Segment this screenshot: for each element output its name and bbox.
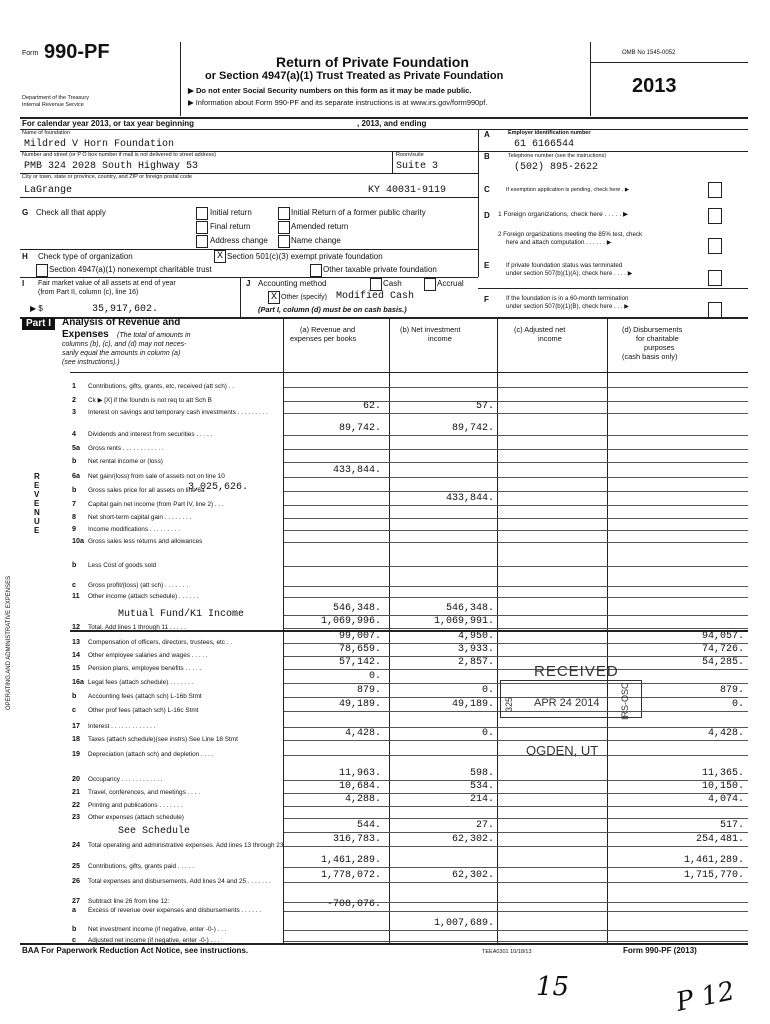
state-zip: KY 40031-9119 (368, 185, 447, 196)
col-d-value: 4,074. (707, 794, 744, 805)
line-label (72, 402, 268, 418)
received-stamp-irs: IRS-OSC (620, 682, 630, 720)
row-rule (284, 477, 748, 478)
row-rule (284, 566, 748, 567)
line-number: 1 (72, 381, 76, 390)
col-b-value: 0. (481, 728, 494, 739)
initial-former-checkbox[interactable] (278, 207, 290, 220)
row-rule (284, 435, 748, 436)
line-label (72, 900, 261, 916)
row-rule (284, 449, 748, 450)
line-number: 22 (72, 800, 80, 809)
j-other-label: Other (specify) (281, 294, 327, 301)
line-label (72, 531, 202, 547)
row-rule (284, 911, 748, 912)
line-text: Net short-term capital gain . . . . . . . . (88, 514, 192, 521)
j-label: Accounting method (258, 279, 327, 288)
line-number: c (72, 580, 76, 589)
tax-year: 2013 (632, 75, 677, 97)
line-number: 12 (72, 622, 80, 631)
line-text: Pension plans, employee benefits . . . . . (88, 665, 202, 672)
j-other-checkbox[interactable]: X (268, 291, 280, 304)
e-text2: under section 507(b)(1)(A), check here . . . . ▶ (506, 270, 633, 277)
line-text: Income modifications . . . . . . . . . (88, 526, 180, 533)
line-text: Net investment income (if negative, enter -0-) . . . (88, 926, 227, 933)
line-text: Other expenses (attach schedule) (88, 814, 184, 821)
col-b-value: 62,302. (451, 834, 494, 845)
col-a-value: 546,348. (332, 603, 381, 614)
col-b-header1: (b) Net investment (400, 325, 461, 334)
part-i-title2: Expenses (62, 329, 109, 340)
line-text: Adjusted net income (if negative, enter -0-) . . . (88, 937, 220, 944)
line-number: 6a (72, 471, 80, 480)
col-b-value: 27. (475, 820, 494, 831)
line-number: 24 (72, 840, 80, 849)
line-text: Depreciation (attach sch) and depletion . . . . (88, 751, 214, 758)
row-rule (284, 597, 748, 598)
line-number: 9 (72, 524, 76, 533)
col-d-header3: purposes (644, 343, 675, 352)
col-a-value: 4,288. (344, 794, 381, 805)
line-text: Excess of revenue over expenses and disbursements . . . . . . (88, 907, 261, 914)
col-a-value: -708,076. (326, 899, 381, 910)
line-label (72, 555, 156, 571)
col-a-value: 11,963. (338, 768, 381, 779)
part-i-desc2: columns (b), (c), and (d) may not neces- (62, 341, 187, 348)
col-d-value: 1,715,770. (683, 870, 744, 881)
row-rule (284, 413, 748, 414)
row-rule (284, 518, 748, 519)
name-change-checkbox[interactable] (278, 235, 290, 248)
col-a-header2: expenses per books (290, 334, 357, 343)
col-b-value: 3,933. (457, 644, 494, 655)
col-b-value: 433,844. (445, 493, 494, 504)
col-c-header2: income (538, 334, 562, 343)
col-a-value: 62. (362, 401, 381, 412)
col-b-value: 0. (481, 685, 494, 696)
line-number: 20 (72, 774, 80, 783)
phone-label: Telephone number (see the instructions) (508, 153, 607, 159)
line-text: Other income (attach schedule) . . . . . . (88, 593, 199, 600)
row-rule (284, 462, 748, 463)
room-suite: Suite 3 (396, 161, 439, 172)
h-label: Check type of organization (38, 252, 133, 261)
j-accrual-checkbox[interactable] (424, 278, 436, 291)
col-a-header1: (a) Revenue and (300, 325, 356, 334)
line-text: Interest . . . . . . . . . . . . . (88, 723, 156, 730)
letter-i: I (22, 279, 25, 288)
d1-text: 1 Foreign organizations, check here . . . . . ▶ (498, 211, 629, 218)
part-i-desc3: sarily equal the amounts in column (a) (62, 350, 181, 357)
h-other-label: Other taxable private foundation (323, 265, 437, 274)
line-number: 8 (72, 512, 76, 521)
e-text1: If private foundation status was terminated (506, 262, 623, 269)
address-change-label: Address change (210, 236, 268, 245)
line-text: Capital gain net income (from Part IV, line 2) . . . (88, 501, 224, 508)
col-a-value: 0. (368, 671, 381, 682)
col-b-value: 62,302. (451, 870, 494, 881)
line-text: Interest on savings and temporary cash investments . . . . . . . . . (88, 409, 268, 416)
part-i-label: Part I (22, 318, 55, 330)
line-number: 4 (72, 429, 76, 438)
city: LaGrange (24, 185, 73, 196)
row-rule (284, 846, 748, 847)
line-text: Occupancy . . . . . . . . . . . . (88, 776, 163, 783)
line-number: 15 (72, 663, 80, 672)
calendar-mid: , 2013, and ending (357, 119, 427, 128)
col-b-header2: income (428, 334, 452, 343)
line-number: a (72, 905, 76, 914)
col-d-value: 4,428. (707, 728, 744, 739)
g-label: Check all that apply (36, 208, 106, 217)
line-number: 18 (72, 734, 80, 743)
gross-sales-6b-value: 3,025,626. (188, 482, 249, 493)
line-label (72, 700, 198, 716)
row-rule (284, 818, 748, 819)
col-b-value: 89,742. (451, 423, 494, 434)
phone-value: (502) 895-2622 (514, 162, 599, 173)
row-rule (284, 387, 748, 388)
col-d-header4: (cash basis only) (622, 352, 678, 361)
revenue-side-label: REVENUE (34, 472, 40, 535)
row-rule (284, 755, 748, 756)
form-prefix: Form (22, 50, 39, 57)
h-501c3-checkbox[interactable]: X (214, 250, 226, 263)
line-number: 23 (72, 812, 80, 821)
part-i-desc4: (see instructions).) (62, 359, 120, 366)
d2-text1: 2 Foreign organizations meeting the 85% test, check (498, 231, 643, 238)
line-text: Total. Add lines 1 through 11 . . . . . (88, 624, 186, 631)
row-rule (284, 806, 748, 807)
col-d-header1: (d) Disbursements (622, 325, 683, 334)
row-rule (284, 628, 748, 629)
h-4947-checkbox[interactable] (36, 264, 48, 277)
col-a-value: 1,069,996. (320, 616, 381, 627)
col-a-value: 78,659. (338, 644, 381, 655)
received-stamp-city: OGDEN, UT (526, 743, 599, 758)
line-number: 11 (72, 591, 80, 600)
letter-h: H (22, 252, 28, 261)
letter-d: D (484, 211, 490, 220)
line-text: Gross sales less returns and allowances (88, 538, 203, 545)
h-501c3-label: Section 501(c)(3) exempt private foundation (227, 252, 383, 261)
handwritten-page-15: 15 (536, 972, 570, 1002)
h-other-checkbox[interactable] (310, 264, 322, 277)
col-d-value: 74,726. (701, 644, 744, 655)
name-label: Name of foundation (22, 130, 71, 136)
line-text: Accounting fees (attach sch) L-16b Stmt (88, 693, 202, 700)
line-number: 5a (72, 443, 80, 452)
form-number: 990-PF (44, 41, 110, 63)
handwritten-p12: P 12 (673, 976, 738, 1018)
col-b-value: 1,007,689. (433, 918, 494, 929)
line-number: b (72, 924, 77, 933)
line-text: Contributions, gifts, grants, etc, received (att sch) . . (88, 383, 234, 390)
line-text: Net rental income or (loss) (88, 458, 163, 465)
letter-c: C (484, 185, 490, 194)
initial-return-checkbox[interactable] (196, 207, 208, 220)
line-text: Gross sales price for all assets on line 6a (88, 487, 205, 494)
line-text: Ck ▶ [X] if the foundn is not req to att Sch B (88, 397, 212, 404)
line-text: Net gain/(loss) from sale of assets not on line 10 (88, 473, 225, 480)
line-label (72, 451, 163, 467)
row-rule (284, 530, 748, 531)
col-a-value: 879. (356, 685, 381, 696)
amended-return-label: Amended return (291, 222, 349, 231)
baa-notice: BAA For Paperwork Reduction Act Notice, see instructions. (22, 946, 249, 955)
i-label2: (from Part II, column (c), line 16) (38, 289, 139, 296)
row-rule (284, 669, 748, 670)
row-rule (284, 740, 748, 741)
line-text: Less Cost of goods sold (88, 562, 157, 569)
line-text: Total expenses and disbursements. Add lines 24 and 25 . . . . . . . (88, 878, 271, 885)
room-label: Room/suite (396, 152, 424, 158)
col-b-value: 57. (475, 401, 494, 412)
line-number: 21 (72, 787, 80, 796)
line-text: Dividends and interest from securities . . . . . (88, 431, 213, 438)
omb-number: OMB No 1545-0052 (622, 50, 676, 56)
line-number: 7 (72, 499, 76, 508)
row-rule (284, 491, 748, 492)
line-number: 27 (72, 896, 80, 905)
letter-b: B (484, 152, 490, 161)
col-d-value: 1,461,289. (683, 855, 744, 866)
col-a-value: 49,189. (338, 699, 381, 710)
line-number: 26 (72, 876, 80, 885)
letter-a: A (484, 130, 490, 139)
line-label (72, 617, 186, 633)
line-number: 17 (72, 721, 80, 730)
col-a-value: 57,142. (338, 657, 381, 668)
form-title: Return of Private Foundation (276, 54, 469, 70)
dept-line2: Internal Revenue Service (22, 102, 84, 108)
row-rule (284, 941, 748, 942)
notice-ssn: ▶ Do not enter Social Security numbers on this form as it may be made public. (188, 86, 472, 95)
line-text: Travel, conferences, and meetings . . . . (88, 789, 201, 796)
row-rule (284, 882, 748, 883)
final-return-label: Final return (210, 222, 251, 231)
i-label1: Fair market value of all assets at end of year (38, 280, 176, 287)
line-text: Total operating and administrative expenses. Add lines 13 through 23 . . (88, 842, 291, 849)
row-rule (284, 930, 748, 931)
i-arrow: ▶ $ (30, 304, 43, 313)
form-code: TEEA0301 10/18/13 (482, 949, 532, 955)
line-text: Other prof fees (attach sch) L-16c Stmt (88, 707, 199, 714)
notice-info: ▶ Information about Form 990-PF and its separate instructions is at www.irs.gov/form990pf. (188, 98, 488, 107)
c-text: If exemption application is pending, check here . ▶ (506, 187, 630, 193)
address-change-checkbox[interactable] (196, 235, 208, 248)
line-text: Subtract line 26 from line 12: (88, 898, 170, 905)
line-number: 3 (72, 407, 76, 416)
col-a-value: 1,778,072. (320, 870, 381, 881)
received-stamp-side: 325 (504, 696, 514, 712)
dept-line1: Department of the Treasury (22, 95, 89, 101)
street-address: PMB 324 2028 South Highway 53 (24, 161, 199, 172)
f-text1: If the foundation is in a 60-month termination (506, 295, 629, 302)
final-return-checkbox[interactable] (196, 221, 208, 234)
d1-checkbox[interactable] (708, 208, 722, 224)
col-b-value: 534. (469, 781, 494, 792)
amended-return-checkbox[interactable] (278, 221, 290, 234)
line-label (72, 729, 238, 745)
j-accrual-label: Accrual (437, 279, 464, 288)
e-checkbox[interactable] (708, 270, 722, 286)
line-text: Gross rents . . . . . . . . . . . . (88, 445, 164, 452)
col-a-value: 544. (356, 820, 381, 831)
received-stamp-date: APR 24 2014 (534, 697, 600, 709)
col-d-value: 94,057. (701, 631, 744, 642)
line-number: 13 (72, 637, 80, 646)
line-text: Other employee salaries and wages . . . . . (88, 652, 208, 659)
j-cash-label: Cash (383, 279, 402, 288)
initial-return-label: Initial return (210, 208, 252, 217)
row-rule (284, 832, 748, 833)
col-a-value: 10,684. (338, 781, 381, 792)
col-b-value: 2,857. (457, 657, 494, 668)
h-4947-label: Section 4947(a)(1) nonexempt charitable trust (49, 265, 212, 274)
ein-label: Employer identification number (508, 130, 591, 136)
letter-e: E (484, 261, 490, 270)
line-number: 19 (72, 749, 80, 758)
name-change-label: Name change (291, 236, 341, 245)
col-b-value: 214. (469, 794, 494, 805)
line-text: Gross profit/(loss) (att sch) . . . . . . . (88, 582, 189, 589)
col-b-value: 49,189. (451, 699, 494, 710)
letter-g: G (22, 208, 29, 217)
line-number: b (72, 560, 77, 569)
col-d-value: 10,150. (701, 781, 744, 792)
line-label (72, 856, 194, 872)
col-a-value: 433,844. (332, 465, 381, 476)
j-other-value: Modified Cash (336, 291, 415, 302)
row-rule (284, 542, 748, 543)
line-text: Taxes (attach schedule)(see instrs) See Line 18 Stmt (88, 736, 238, 743)
line-text: See Schedule (118, 826, 191, 837)
row-rule (284, 505, 748, 506)
letter-f: F (484, 295, 489, 304)
d2-text2: here and attach computation . . . . . . ▶ (506, 239, 612, 246)
footer-form: Form 990-PF (2013) (623, 946, 697, 955)
letter-j: J (246, 279, 251, 288)
col-a-value: 89,742. (338, 423, 381, 434)
line-label (72, 835, 291, 851)
col-b-value: 546,348. (445, 603, 494, 614)
line-number: c (72, 705, 76, 714)
line-text: Legal fees (attach schedule) . . . . . . . (88, 679, 194, 686)
part-i-title: Analysis of Revenue and (62, 317, 181, 328)
f-text2: under section 507(b)(1)(B), check here . . . ▶ (506, 303, 630, 310)
received-stamp-title: RECEIVED (534, 663, 619, 680)
line-label (72, 586, 198, 602)
line-number: 16a (72, 677, 84, 686)
part-i-desc1: (The total of amounts in (117, 332, 191, 339)
line-label (72, 871, 271, 887)
col-a-value: 1,461,289. (320, 855, 381, 866)
city-label: City or town, state or province, country, and ZIP or foreign postal code (22, 174, 193, 180)
c-checkbox[interactable] (708, 182, 722, 198)
foundation-name: Mildred V Horn Foundation (24, 139, 175, 150)
line-number: b (72, 691, 77, 700)
ein-value: 61 6166544 (514, 139, 575, 150)
line-number: b (72, 456, 77, 465)
line-number: 25 (72, 861, 80, 870)
line-text: Mutual Fund/K1 Income (118, 609, 245, 620)
col-b-value: 1,069,991. (433, 616, 494, 627)
col-a-value: 316,783. (332, 834, 381, 845)
line-text: Compensation of officers, directors, trustees, etc . . (88, 639, 233, 646)
row-rule (284, 586, 748, 587)
col-d-header2: for charitable (636, 334, 679, 343)
col-d-value: 879. (719, 685, 744, 696)
line-number: 2 (72, 395, 76, 404)
form-subtitle: or Section 4947(a)(1) Trust Treated as Private Foundation (205, 70, 504, 82)
col-d-value: 11,365. (701, 768, 744, 779)
col-d-value: 0. (731, 699, 744, 710)
col-b-value: 4,950. (457, 631, 494, 642)
col-d-value: 254,481. (695, 834, 744, 845)
j-note: (Part I, column (d) must be on cash basis.) (258, 305, 407, 314)
col-a-value: 99,007. (338, 631, 381, 642)
line-text: Printing and publications . . . . . . . (88, 802, 183, 809)
j-cash-checkbox[interactable] (370, 278, 382, 291)
expenses-side-label: OPERATING AND ADMINISTRATIVE EXPENSES (6, 575, 12, 710)
col-d-value: 54,285. (701, 657, 744, 668)
row-rule (284, 867, 748, 868)
f-checkbox[interactable] (708, 302, 722, 318)
col-b-value: 598. (469, 768, 494, 779)
line-number: 14 (72, 650, 80, 659)
line-label (72, 744, 213, 760)
line-number: 10a (72, 536, 84, 545)
col-c-header1: (c) Adjusted net (514, 325, 566, 334)
col-a-value: 4,428. (344, 728, 381, 739)
street-label: Number and street (or P O box number if mail is not delivered to street address) (22, 152, 217, 158)
initial-former-label: Initial Return of a former public charity (291, 208, 426, 217)
line-text: Contributions, gifts, grants paid . . . . . (88, 863, 194, 870)
col-d-value: 517. (719, 820, 744, 831)
fair-market-value: 35,917,602. (92, 304, 159, 315)
calendar-label: For calendar year 2013, or tax year beginning (22, 119, 195, 128)
line-number: c (72, 935, 76, 944)
line-number: b (72, 485, 77, 494)
d2-checkbox[interactable] (708, 238, 722, 254)
